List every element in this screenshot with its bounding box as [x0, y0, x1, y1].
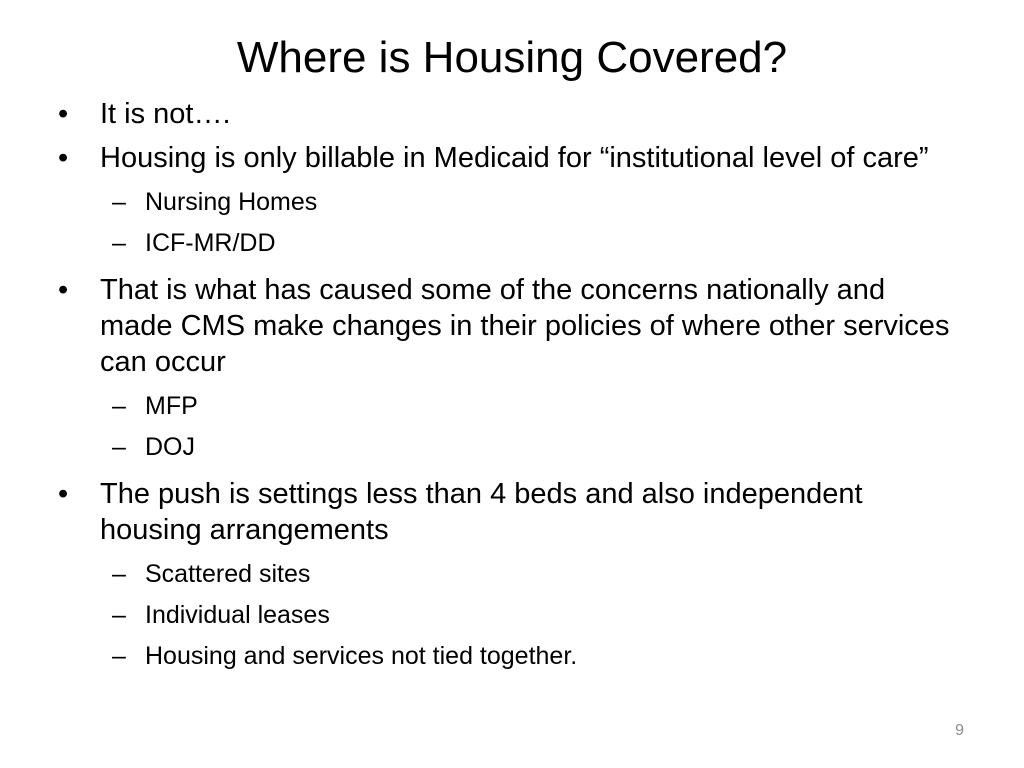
- sub-bullet-text: DOJ: [145, 433, 195, 461]
- bullet-text: It is not….: [100, 98, 231, 130]
- sub-bullet-item: [100, 386, 958, 427]
- sub-bullet-item: [100, 223, 958, 264]
- dash-marker: –: [112, 433, 126, 461]
- sub-bullet-text: Housing and services not tied together.: [145, 642, 578, 670]
- sub-bullet-item: [100, 427, 958, 468]
- page-number: 9: [955, 722, 964, 739]
- sub-bullet-item: [100, 554, 958, 595]
- dash-marker: –: [112, 188, 126, 216]
- dash-marker: –: [112, 229, 126, 257]
- bullet-marker: •: [58, 274, 69, 306]
- bullet-item: [58, 96, 958, 132]
- dash-marker: –: [112, 560, 126, 588]
- sub-bullet-text: Nursing Homes: [145, 188, 318, 216]
- bullet-marker: •: [58, 478, 69, 510]
- bullet-text: Housing is only billable in Medicaid for “institutional level of care”: [100, 142, 929, 174]
- bullet-text: That is what has caused some of the concerns nationally and made CMS make changes in their policies of where other services can occur: [100, 274, 950, 378]
- bullet-text: The push is settings less than 4 beds and also independent housing arrangements: [100, 478, 863, 546]
- sub-bullet-text: ICF-MR/DD: [145, 229, 276, 257]
- dash-marker: –: [112, 392, 126, 420]
- dash-marker: –: [112, 642, 126, 670]
- sub-bullet-item: [100, 636, 958, 677]
- bullet-item: [58, 272, 958, 468]
- sub-bullet-list: [100, 182, 958, 264]
- slide-title: Where is Housing Covered?: [236, 33, 788, 82]
- sub-bullet-text: Individual leases: [145, 601, 330, 629]
- dash-marker: –: [112, 601, 126, 629]
- sub-bullet-list: [100, 554, 958, 677]
- sub-bullet-list: [100, 386, 958, 468]
- bullet-item: [58, 476, 958, 677]
- bullet-marker: •: [58, 142, 69, 174]
- bullet-list: [58, 96, 958, 677]
- sub-bullet-item: [100, 182, 958, 223]
- bullet-marker: •: [58, 98, 69, 130]
- sub-bullet-item: [100, 595, 958, 636]
- sub-bullet-text: MFP: [145, 392, 198, 420]
- sub-bullet-text: Scattered sites: [145, 560, 311, 588]
- bullet-item: [58, 140, 958, 264]
